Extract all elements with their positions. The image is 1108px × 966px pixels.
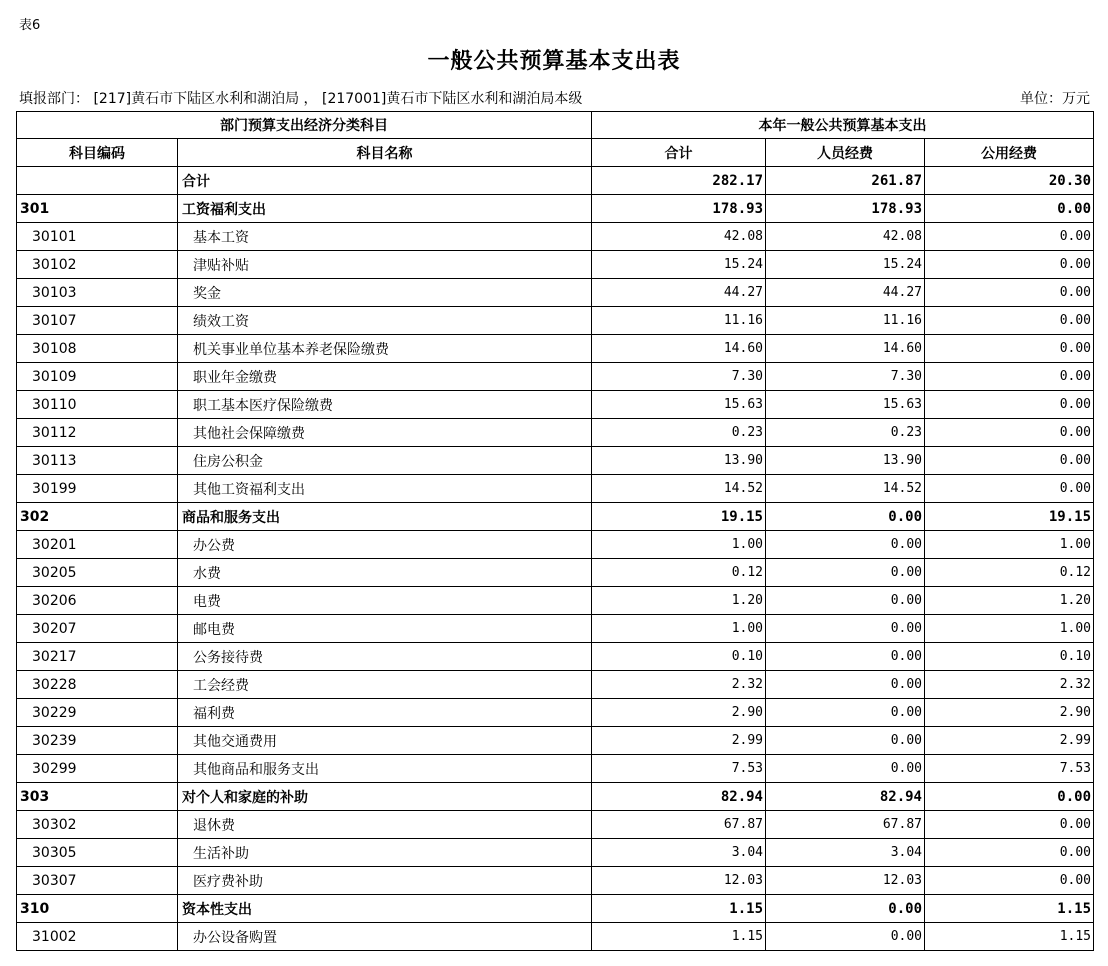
table-row xyxy=(17,559,1094,587)
row-name-cell: 办公设备购置 xyxy=(178,923,592,951)
row-total-cell: 14.60 xyxy=(592,335,766,363)
row-name-cell: 奖金 xyxy=(178,279,592,307)
table-row xyxy=(17,615,1094,643)
table-row xyxy=(17,363,1094,391)
row-public-cell: 1.00 xyxy=(925,615,1094,643)
table-row xyxy=(17,811,1094,839)
row-code-cell: 30239 xyxy=(17,727,178,755)
row-name-cell: 基本工资 xyxy=(178,223,592,251)
header-row-group xyxy=(17,112,1094,139)
row-name-cell: 住房公积金 xyxy=(178,447,592,475)
column-header-personnel: 人员经费 xyxy=(766,139,925,167)
expenditure-table xyxy=(16,111,1094,951)
row-personnel-cell: 14.60 xyxy=(766,335,925,363)
row-public-cell: 0.00 xyxy=(925,783,1094,811)
table-row xyxy=(17,839,1094,867)
column-header-name: 科目名称 xyxy=(178,139,592,167)
row-public-cell: 0.00 xyxy=(925,391,1094,419)
row-code-cell: 30107 xyxy=(17,307,178,335)
row-public-cell: 7.53 xyxy=(925,755,1094,783)
row-public-cell: 0.00 xyxy=(925,419,1094,447)
row-public-cell: 19.15 xyxy=(925,503,1094,531)
row-total-cell: 2.32 xyxy=(592,671,766,699)
row-public-cell: 0.00 xyxy=(925,475,1094,503)
row-public-cell: 1.00 xyxy=(925,531,1094,559)
table-row xyxy=(17,783,1094,811)
row-code-cell: 30299 xyxy=(17,755,178,783)
row-public-cell: 0.00 xyxy=(925,223,1094,251)
row-public-cell: 0.00 xyxy=(925,195,1094,223)
row-code-cell: 301 xyxy=(17,195,178,223)
table-row xyxy=(17,923,1094,951)
table-row xyxy=(17,699,1094,727)
row-name-cell: 绩效工资 xyxy=(178,307,592,335)
row-public-cell: 0.00 xyxy=(925,811,1094,839)
row-public-cell: 0.00 xyxy=(925,307,1094,335)
row-total-cell: 19.15 xyxy=(592,503,766,531)
row-name-cell: 福利费 xyxy=(178,699,592,727)
row-name-cell: 职工基本医疗保险缴费 xyxy=(178,391,592,419)
row-name-cell: 其他商品和服务支出 xyxy=(178,755,592,783)
table-row xyxy=(17,251,1094,279)
row-personnel-cell: 11.16 xyxy=(766,307,925,335)
row-code-cell: 30109 xyxy=(17,363,178,391)
row-personnel-cell: 15.63 xyxy=(766,391,925,419)
row-public-cell: 1.15 xyxy=(925,923,1094,951)
row-total-cell: 12.03 xyxy=(592,867,766,895)
column-header-total: 合计 xyxy=(592,139,766,167)
row-name-cell: 商品和服务支出 xyxy=(178,503,592,531)
row-public-cell: 0.00 xyxy=(925,447,1094,475)
row-total-cell: 0.10 xyxy=(592,643,766,671)
row-public-cell: 1.20 xyxy=(925,587,1094,615)
row-name-cell: 资本性支出 xyxy=(178,895,592,923)
row-public-cell: 0.10 xyxy=(925,643,1094,671)
table-row xyxy=(17,223,1094,251)
row-personnel-cell: 67.87 xyxy=(766,811,925,839)
column-header-code: 科目编码 xyxy=(17,139,178,167)
row-code-cell: 30205 xyxy=(17,559,178,587)
table-row xyxy=(17,447,1094,475)
row-public-cell: 0.00 xyxy=(925,363,1094,391)
row-name-cell: 其他社会保障缴费 xyxy=(178,419,592,447)
row-personnel-cell: 0.00 xyxy=(766,531,925,559)
row-name-cell: 工资福利支出 xyxy=(178,195,592,223)
row-code-cell: 30229 xyxy=(17,699,178,727)
row-total-cell: 14.52 xyxy=(592,475,766,503)
row-public-cell: 2.32 xyxy=(925,671,1094,699)
row-personnel-cell: 13.90 xyxy=(766,447,925,475)
row-public-cell: 0.00 xyxy=(925,839,1094,867)
row-public-cell: 0.00 xyxy=(925,251,1094,279)
row-total-cell: 42.08 xyxy=(592,223,766,251)
row-personnel-cell: 0.00 xyxy=(766,587,925,615)
table-row xyxy=(17,755,1094,783)
row-personnel-cell: 44.27 xyxy=(766,279,925,307)
row-code-cell: 30201 xyxy=(17,531,178,559)
row-name-cell: 电费 xyxy=(178,587,592,615)
row-total-cell: 44.27 xyxy=(592,279,766,307)
table-row xyxy=(17,419,1094,447)
table-row xyxy=(17,195,1094,223)
header-basic-expenditure: 本年一般公共预算基本支出 xyxy=(592,112,1094,139)
header-row-columns xyxy=(17,139,1094,167)
row-total-cell: 3.04 xyxy=(592,839,766,867)
row-total-cell: 7.53 xyxy=(592,755,766,783)
column-header-public: 公用经费 xyxy=(925,139,1094,167)
table-row xyxy=(17,671,1094,699)
table-number-label: 表6 xyxy=(19,18,41,33)
row-name-cell: 工会经费 xyxy=(178,671,592,699)
row-name-cell: 公务接待费 xyxy=(178,643,592,671)
page-title: 一般公共预算基本支出表 xyxy=(427,48,681,74)
row-total-cell: 2.99 xyxy=(592,727,766,755)
row-personnel-cell: 0.00 xyxy=(766,643,925,671)
row-name-cell: 对个人和家庭的补助 xyxy=(178,783,592,811)
table-row xyxy=(17,587,1094,615)
row-code-cell: 31002 xyxy=(17,923,178,951)
row-name-cell: 生活补助 xyxy=(178,839,592,867)
table-row xyxy=(17,727,1094,755)
table-row xyxy=(17,643,1094,671)
row-total-cell: 15.63 xyxy=(592,391,766,419)
row-code-cell: 30112 xyxy=(17,419,178,447)
row-code-cell: 30217 xyxy=(17,643,178,671)
row-code-cell: 303 xyxy=(17,783,178,811)
unit-label: 单位：万元 xyxy=(1020,91,1090,107)
row-total-cell: 178.93 xyxy=(592,195,766,223)
row-total-cell: 282.17 xyxy=(592,167,766,195)
table-row xyxy=(17,335,1094,363)
row-public-cell: 20.30 xyxy=(925,167,1094,195)
row-personnel-cell: 0.00 xyxy=(766,727,925,755)
table-row xyxy=(17,391,1094,419)
row-total-cell: 7.30 xyxy=(592,363,766,391)
row-personnel-cell: 0.00 xyxy=(766,615,925,643)
row-personnel-cell: 3.04 xyxy=(766,839,925,867)
row-personnel-cell: 7.30 xyxy=(766,363,925,391)
row-code-cell: 30228 xyxy=(17,671,178,699)
row-personnel-cell: 0.00 xyxy=(766,923,925,951)
row-code-cell: 30101 xyxy=(17,223,178,251)
row-personnel-cell: 178.93 xyxy=(766,195,925,223)
table-row xyxy=(17,475,1094,503)
row-name-cell: 邮电费 xyxy=(178,615,592,643)
row-personnel-cell: 0.00 xyxy=(766,671,925,699)
row-code-cell xyxy=(17,167,178,195)
row-name-cell: 其他交通费用 xyxy=(178,727,592,755)
row-public-cell: 2.99 xyxy=(925,727,1094,755)
row-code-cell: 30113 xyxy=(17,447,178,475)
reporting-department: 填报部门： [217]黄石市下陆区水利和湖泊局 ， [217001]黄石市下陆区水利和湖泊局本级 xyxy=(19,91,583,107)
table-row xyxy=(17,167,1094,195)
row-total-cell: 0.12 xyxy=(592,559,766,587)
row-personnel-cell: 0.23 xyxy=(766,419,925,447)
row-name-cell: 其他工资福利支出 xyxy=(178,475,592,503)
row-total-cell: 1.20 xyxy=(592,587,766,615)
row-personnel-cell: 82.94 xyxy=(766,783,925,811)
row-code-cell: 30103 xyxy=(17,279,178,307)
row-total-cell: 1.15 xyxy=(592,923,766,951)
row-total-cell: 11.16 xyxy=(592,307,766,335)
row-code-cell: 30302 xyxy=(17,811,178,839)
row-personnel-cell: 14.52 xyxy=(766,475,925,503)
row-code-cell: 30206 xyxy=(17,587,178,615)
row-personnel-cell: 0.00 xyxy=(766,895,925,923)
row-code-cell: 30108 xyxy=(17,335,178,363)
row-code-cell: 30102 xyxy=(17,251,178,279)
row-code-cell: 310 xyxy=(17,895,178,923)
row-personnel-cell: 42.08 xyxy=(766,223,925,251)
row-total-cell: 2.90 xyxy=(592,699,766,727)
row-total-cell: 13.90 xyxy=(592,447,766,475)
row-personnel-cell: 0.00 xyxy=(766,699,925,727)
row-code-cell: 302 xyxy=(17,503,178,531)
row-public-cell: 0.00 xyxy=(925,335,1094,363)
row-personnel-cell: 12.03 xyxy=(766,867,925,895)
table-row xyxy=(17,895,1094,923)
row-total-cell: 1.00 xyxy=(592,531,766,559)
row-public-cell: 0.00 xyxy=(925,867,1094,895)
row-total-cell: 0.23 xyxy=(592,419,766,447)
row-total-cell: 1.00 xyxy=(592,615,766,643)
row-public-cell: 0.00 xyxy=(925,279,1094,307)
row-name-cell: 机关事业单位基本养老保险缴费 xyxy=(178,335,592,363)
row-name-cell: 津贴补贴 xyxy=(178,251,592,279)
row-name-cell: 医疗费补助 xyxy=(178,867,592,895)
row-personnel-cell: 0.00 xyxy=(766,503,925,531)
table-row xyxy=(17,279,1094,307)
table-row xyxy=(17,867,1094,895)
row-code-cell: 30305 xyxy=(17,839,178,867)
row-total-cell: 82.94 xyxy=(592,783,766,811)
row-code-cell: 30207 xyxy=(17,615,178,643)
table-row xyxy=(17,503,1094,531)
row-public-cell: 0.12 xyxy=(925,559,1094,587)
row-total-cell: 67.87 xyxy=(592,811,766,839)
row-personnel-cell: 0.00 xyxy=(766,559,925,587)
row-name-cell: 水费 xyxy=(178,559,592,587)
row-total-cell: 1.15 xyxy=(592,895,766,923)
row-personnel-cell: 15.24 xyxy=(766,251,925,279)
row-personnel-cell: 261.87 xyxy=(766,167,925,195)
row-name-cell: 职业年金缴费 xyxy=(178,363,592,391)
row-public-cell: 1.15 xyxy=(925,895,1094,923)
table-body xyxy=(17,167,1094,951)
row-total-cell: 15.24 xyxy=(592,251,766,279)
header-classification: 部门预算支出经济分类科目 xyxy=(17,112,592,139)
row-code-cell: 30110 xyxy=(17,391,178,419)
table-row xyxy=(17,307,1094,335)
row-name-cell: 退休费 xyxy=(178,811,592,839)
row-name-cell: 办公费 xyxy=(178,531,592,559)
row-code-cell: 30307 xyxy=(17,867,178,895)
row-name-cell: 合计 xyxy=(178,167,592,195)
row-code-cell: 30199 xyxy=(17,475,178,503)
row-public-cell: 2.90 xyxy=(925,699,1094,727)
table-row xyxy=(17,531,1094,559)
row-personnel-cell: 0.00 xyxy=(766,755,925,783)
